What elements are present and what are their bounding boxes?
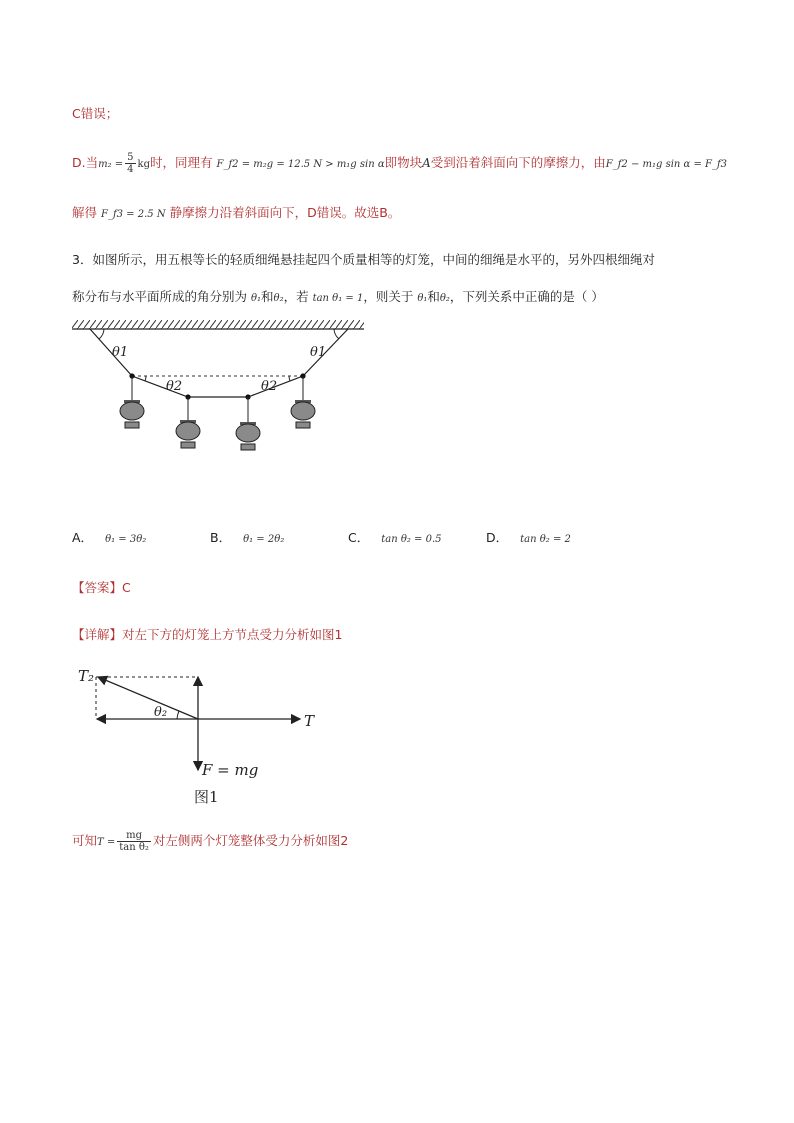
lantern-2 [176,420,200,448]
label-theta2-right: θ2 [261,379,278,394]
label-theta2-left: θ2 [166,379,183,394]
figure-caption: 图1 [194,788,219,806]
theta1-var-2: θ₁ [417,293,428,304]
label-f-mg: F = mg [202,761,259,779]
theta1-var: θ₁ [251,293,262,304]
option-d-label: D． [486,530,509,545]
solution-c-line: C错误； [72,106,119,121]
conclusion-line [72,830,348,853]
option-a[interactable] [72,528,146,546]
formula-ff3: F_f2 − m₁g sin α = F_f3 [605,159,728,170]
angle-arc-theta2-left [145,376,146,381]
option-c-expr: tan θ₂ = 0.5 [381,534,442,545]
answer-value: C [122,580,131,595]
d-text-3: 受到沿着斜面向下的摩擦力，由 [430,155,606,170]
ceiling-hatch [72,320,364,329]
q3-text-b: ，若 [283,289,309,304]
lantern-3 [236,422,260,450]
conclusion-text-1: 解得 [72,205,98,220]
angle-arc-theta2-right [289,376,290,381]
q3-text-d: ，下列关系中正确的是（ ） [449,289,604,304]
lantern-4 [291,400,315,428]
question-3-line-1: 3．如图所示，用五根等长的轻质细绳悬挂起四个质量相等的灯笼，中间的细绳是水平的，另外四根细绳对 [72,252,655,267]
lantern-figure [60,320,380,460]
var-a: A [422,156,431,170]
formula-ff2: F_f2 = m₂g = 12.5 N > m₁g sin α [216,159,385,170]
lantern-1 [120,400,144,428]
option-a-expr: θ₁ = 3θ₂ [105,534,147,545]
solution-conclusion [72,203,400,221]
q3-text-c: ，则关于 [363,289,414,304]
label-theta2: θ₂ [154,705,168,720]
answer-line [72,578,131,596]
label-t2: T₂ [78,667,95,685]
formula-ff3-value: F_f3 = 2.5 N [101,209,166,220]
detail-tag: 【详解】 [72,627,123,642]
m2-var: m₂ = [98,159,124,170]
label-theta1-right: θ1 [310,345,327,360]
question-3-line-2 [72,287,604,305]
answer-tag: 【答案】 [72,580,123,595]
option-b-expr: θ₁ = 2θ₂ [243,534,285,545]
t-equals: T = [97,837,116,848]
detail-text: 对左下方的灯笼上方节点受力分析如图 [122,627,335,642]
option-b-label: B． [210,530,232,545]
theta2-var: θ₂ [273,293,284,304]
option-c[interactable] [348,528,442,546]
option-a-label: A． [72,530,94,545]
d-text-1: 时，同理有 [150,155,213,170]
fraction-5-4 [125,152,135,175]
option-b[interactable] [210,528,284,546]
fraction-denominator: 4 [127,164,134,175]
angle-arc-theta1-left [99,329,104,339]
q3-he-1: 和 [261,289,274,304]
fraction-den-tan: tan θ₂ [119,842,149,853]
q3-text-a: 称分布与水平面所成的角分别为 [72,289,248,304]
conclusion-text-2: 静摩擦力沿着斜面向下，D错误。故选B。 [169,205,401,220]
fraction-num-mg: mg [117,830,151,842]
q3-he-2: 和 [427,289,440,304]
angle-arc-theta2 [177,711,179,719]
conclusion-figure-number: 2 [340,833,349,848]
label-t: T [304,712,315,730]
option-d[interactable] [486,528,571,546]
option-c-label: C． [348,530,370,545]
tan-theta1-condition: tan θ₁ = 1 [312,293,364,304]
fraction-mg-tan [117,830,151,853]
detail-line [72,625,342,643]
label-theta1-left: θ1 [112,345,129,360]
unit-kg: kg [137,159,151,170]
detail-figure-number: 1 [334,627,343,642]
conclusion-prefix: 可知 [72,833,98,848]
solution-d-line [72,152,727,175]
force-diagram [72,660,332,810]
t2-vector [98,677,198,719]
d-prefix: D.当 [72,155,99,170]
fraction-numerator: 5 [127,152,134,163]
theta2-var-2: θ₂ [439,293,450,304]
angle-arc-theta1-right [334,329,339,339]
conclusion-text: 对左侧两个灯笼整体受力分析如图 [152,833,341,848]
d-text-2: 即物块 [384,155,423,170]
option-d-expr: tan θ₂ = 2 [520,534,571,545]
string-system [90,329,348,397]
